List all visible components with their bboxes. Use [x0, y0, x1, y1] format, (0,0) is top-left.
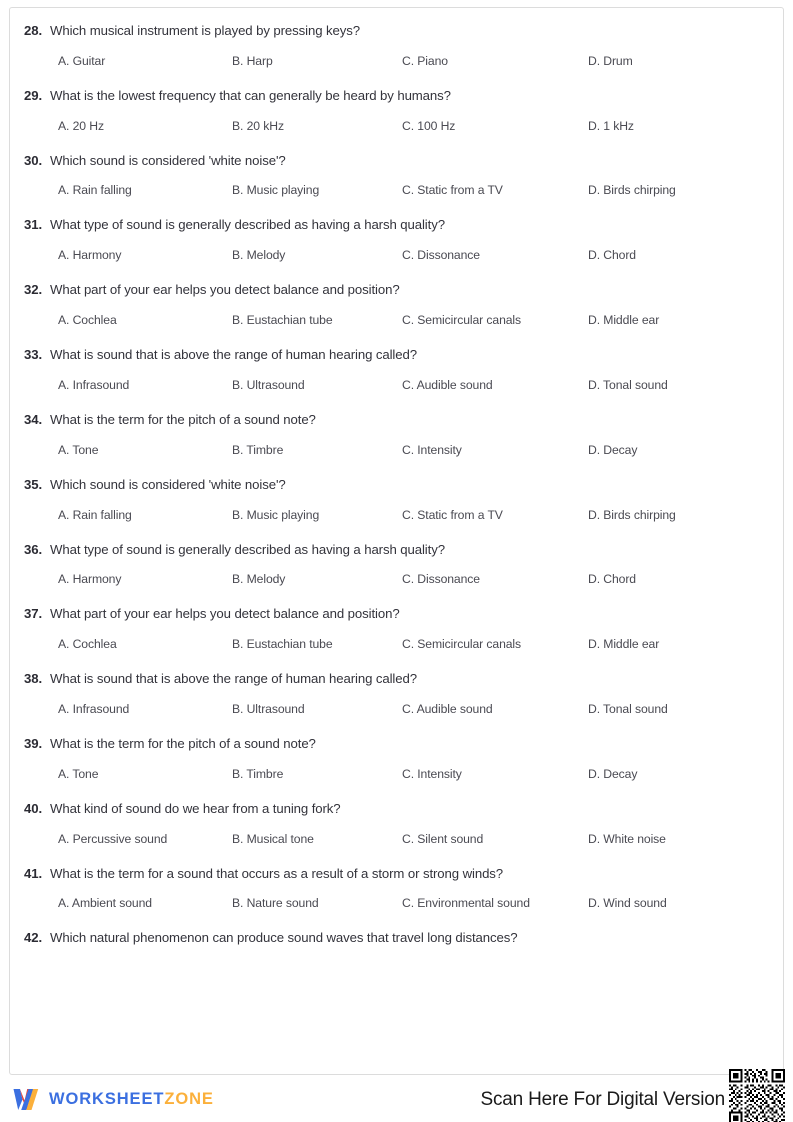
answer-option[interactable]: C. Audible sound	[402, 701, 493, 716]
question-number: 36.	[24, 541, 43, 557]
answer-options-row	[58, 702, 769, 716]
answer-options-row	[58, 572, 769, 586]
answer-options-row	[58, 896, 769, 910]
question-text: What kind of sound do we hear from a tuning fork?	[50, 800, 341, 816]
answer-option[interactable]: B. Eustachian tube	[232, 313, 333, 328]
answer-options-row	[58, 637, 769, 651]
answer-option[interactable]: B. Ultrasound	[232, 701, 305, 716]
question-text: Which musical instrument is played by pressing keys?	[50, 23, 360, 38]
question-block	[10, 22, 783, 68]
question-number: 37.	[24, 606, 43, 622]
answer-option[interactable]: D. Middle ear	[588, 637, 660, 652]
question-text: What is sound that is above the range of human hearing called?	[50, 671, 417, 687]
question-block	[10, 929, 783, 947]
answer-option[interactable]: A. Ambient sound	[58, 896, 152, 911]
answer-option[interactable]: B. Ultrasound	[232, 377, 305, 392]
question-line	[24, 152, 769, 170]
answer-option[interactable]: B. Music playing	[232, 183, 320, 198]
answer-option[interactable]: B. Melody	[232, 248, 286, 263]
logo-word-worksheet: WORKSHEET	[49, 1089, 165, 1108]
question-text: What is the term for the pitch of a sound note?	[50, 735, 316, 751]
answer-option[interactable]: D. Birds chirping	[588, 183, 676, 198]
question-number: 32.	[24, 282, 43, 298]
question-number: 31.	[24, 217, 43, 233]
answer-option[interactable]: A. Rain falling	[58, 507, 132, 522]
qr-code-icon[interactable]	[729, 1069, 785, 1122]
answer-option[interactable]: C. Static from a TV	[402, 507, 503, 522]
question-block	[10, 87, 783, 133]
question-text: What part of your ear helps you detect balance and position?	[50, 606, 400, 622]
answer-option[interactable]: C. Piano	[402, 53, 448, 68]
answer-option[interactable]: A. 20 Hz	[58, 118, 104, 133]
answer-options-row	[58, 248, 769, 262]
answer-option[interactable]: B. Eustachian tube	[232, 637, 333, 652]
question-block	[10, 541, 783, 587]
question-number: 30.	[24, 152, 43, 168]
question-number: 29.	[24, 87, 43, 103]
answer-option[interactable]: B. Timbre	[232, 442, 284, 457]
question-number: 33.	[24, 347, 43, 363]
question-number: 35.	[24, 476, 43, 492]
page-footer	[0, 1078, 793, 1122]
answer-option[interactable]: B. Musical tone	[232, 831, 314, 846]
question-line	[24, 865, 769, 883]
answer-option[interactable]: D. Decay	[588, 766, 638, 781]
question-text: What is the term for the pitch of a sound note?	[50, 411, 316, 427]
question-line	[24, 281, 769, 299]
answer-option[interactable]: D. Tonal sound	[588, 377, 668, 392]
answer-options-row	[58, 767, 769, 781]
answer-option[interactable]: A. Rain falling	[58, 183, 132, 198]
question-line	[24, 22, 769, 40]
answer-option[interactable]: C. Static from a TV	[402, 183, 503, 198]
answer-options-row	[58, 443, 769, 457]
question-number: 42.	[24, 930, 43, 946]
answer-options-row	[58, 183, 769, 197]
answer-option[interactable]: D. Tonal sound	[588, 701, 668, 716]
answer-option[interactable]: C. 100 Hz	[402, 118, 456, 133]
answer-option[interactable]: B. Music playing	[232, 507, 320, 522]
answer-option[interactable]: A. Tone	[58, 442, 99, 457]
questions-list	[10, 22, 783, 947]
answer-options-row	[58, 119, 769, 133]
question-text: Which sound is considered 'white noise'?	[50, 152, 286, 168]
question-line	[24, 800, 769, 818]
answer-option[interactable]: C. Environmental sound	[402, 896, 530, 911]
answer-option[interactable]: D. Chord	[588, 572, 636, 587]
question-line	[24, 411, 769, 429]
answer-options-row	[58, 313, 769, 327]
scan-instruction-text: Scan Here For Digital Version	[480, 1089, 725, 1110]
question-number: 34.	[24, 411, 43, 427]
answer-option[interactable]: B. Nature sound	[232, 896, 319, 911]
question-text: What is the lowest frequency that can generally be heard by humans?	[50, 87, 451, 103]
answer-option[interactable]: A. Harmony	[58, 248, 122, 263]
answer-option[interactable]: D. Middle ear	[588, 313, 660, 328]
worksheet-zone-logo[interactable]	[12, 1084, 214, 1114]
answer-option[interactable]: A. Cochlea	[58, 637, 117, 652]
question-line	[24, 541, 769, 559]
answer-option[interactable]: A. Percussive sound	[58, 831, 168, 846]
question-number: 28.	[24, 23, 43, 38]
question-block	[10, 281, 783, 327]
question-line	[24, 346, 769, 364]
question-line	[24, 87, 769, 105]
answer-option[interactable]: D. Chord	[588, 248, 636, 263]
question-line	[24, 605, 769, 623]
question-block	[10, 800, 783, 846]
worksheet-zone-w-mark-icon	[12, 1086, 42, 1113]
answer-option[interactable]: C. Intensity	[402, 766, 462, 781]
answer-option[interactable]: C. Intensity	[402, 442, 462, 457]
answer-option[interactable]: A. Infrasound	[58, 377, 130, 392]
question-block	[10, 605, 783, 651]
question-block	[10, 411, 783, 457]
question-text: What part of your ear helps you detect balance and position?	[50, 282, 400, 298]
answer-option[interactable]: A. Tone	[58, 766, 99, 781]
logo-word-zone: ZONE	[164, 1089, 214, 1108]
question-line	[24, 476, 769, 494]
question-line	[24, 929, 769, 947]
question-block	[10, 476, 783, 522]
question-block	[10, 216, 783, 262]
question-text: What is sound that is above the range of human hearing called?	[50, 347, 417, 363]
logo-wordmark	[49, 1090, 214, 1109]
answer-options-row	[58, 508, 769, 522]
answer-option[interactable]: D. Birds chirping	[588, 507, 676, 522]
question-block	[10, 346, 783, 392]
answer-options-row	[58, 54, 769, 68]
question-number: 38.	[24, 671, 43, 687]
answer-option[interactable]: D. White noise	[588, 831, 666, 846]
answer-option[interactable]: B. 20 kHz	[232, 118, 284, 133]
answer-option[interactable]: C. Dissonance	[402, 572, 480, 587]
answer-option[interactable]: C. Semicircular canals	[402, 637, 522, 652]
answer-option[interactable]: D. Drum	[588, 53, 633, 68]
answer-options-row	[58, 378, 769, 392]
answer-option[interactable]: C. Audible sound	[402, 377, 493, 392]
answer-option[interactable]: D. 1 kHz	[588, 118, 634, 133]
question-text: What type of sound is generally described as having a harsh quality?	[50, 541, 445, 557]
question-text: What is the term for a sound that occurs as a result of a storm or strong winds?	[50, 865, 504, 881]
worksheet-content-box	[9, 7, 784, 1075]
answer-option[interactable]: A. Guitar	[58, 53, 106, 68]
answer-option[interactable]: C. Silent sound	[402, 831, 484, 846]
question-line	[24, 216, 769, 234]
answer-option[interactable]: D. Wind sound	[588, 896, 667, 911]
question-line	[24, 735, 769, 753]
question-line	[24, 670, 769, 688]
question-text: What type of sound is generally described as having a harsh quality?	[50, 217, 445, 233]
answer-option[interactable]: A. Harmony	[58, 572, 122, 587]
answer-option[interactable]: C. Dissonance	[402, 248, 480, 263]
question-text: Which natural phenomenon can produce sound waves that travel long distances?	[50, 930, 518, 946]
question-number: 41.	[24, 865, 43, 881]
question-text: Which sound is considered 'white noise'?	[50, 476, 286, 492]
answer-option[interactable]: C. Semicircular canals	[402, 313, 522, 328]
scan-qr-area[interactable]	[481, 1078, 785, 1122]
answer-option[interactable]: A. Cochlea	[58, 313, 117, 328]
question-block	[10, 865, 783, 911]
answer-option[interactable]: B. Harp	[232, 53, 273, 68]
answer-option[interactable]: A. Infrasound	[58, 701, 130, 716]
question-block	[10, 735, 783, 781]
answer-option[interactable]: B. Melody	[232, 572, 286, 587]
question-number: 39.	[24, 735, 43, 751]
answer-options-row	[58, 832, 769, 846]
question-block	[10, 152, 783, 198]
question-block	[10, 670, 783, 716]
question-number: 40.	[24, 800, 43, 816]
answer-option[interactable]: D. Decay	[588, 442, 638, 457]
answer-option[interactable]: B. Timbre	[232, 766, 284, 781]
